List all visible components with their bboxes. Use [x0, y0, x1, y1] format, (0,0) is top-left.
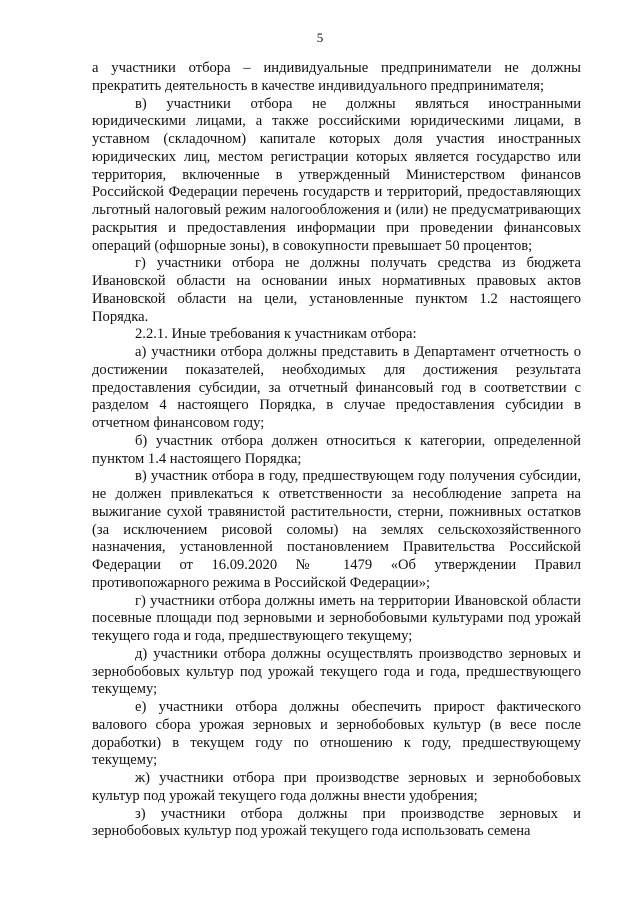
- paragraph: в) участник отбора в году, предшествующем году получения субсидии, не должен привлекаться к ответственности за несоблюдение запрета на выжигание сухой травянистой растительности, стерни, пожнивных остатков (за исключением рисовой соломы) на землях сельскохозяйственного назначения, установленной постановлением Правительства Российской Федерации от 16.09.2020 № 1479 «Об утверждении Правил противопожарного режима в Российской Федерации»;: [92, 468, 581, 591]
- paragraph: в) участники отбора не должны являться иностранными юридическими лицами, а также российскими юридическими лицами, в уставном (складочном) капитале которых доля участия иностранных юридических лиц, местом регистрации которых является государство или территория, включенные в утвержденный Министерством финансов Российской Федерации перечень государств и территорий, предоставляющих льготный налоговый режим налогообложения и (или) не предусматривающих раскрытия и предоставления информации при проведении финансовых операций (офшорные зоны), в совокупности превышает 50 процентов;: [92, 95, 581, 254]
- paragraph: д) участники отбора должны осуществлять производство зерновых и зернобобовых культур под урожай текущего года и года, предшествующего текущему;: [92, 645, 581, 698]
- paragraph: 2.2.1. Иные требования к участникам отбора:: [135, 326, 417, 343]
- document-body: [92, 60, 581, 841]
- paragraph: а участники отбора – индивидуальные предприниматели не должны прекратить деятельность в качестве индивидуального предпринимателя;: [92, 60, 581, 94]
- paragraph: а) участники отбора должны представить в Департамент отчетность о достижении показателей, необходимых для достижения результата предоставления субсидии, за отчетный финансовый год в соответствии с разделом 4 настоящего Порядка, в случае предоставления субсидии в отчетном финансовом году;: [92, 344, 581, 431]
- paragraph: г) участники отбора должны иметь на территории Ивановской области посевные площади под зерновыми и зернобобовыми культурами под урожай текущего года и года, предшествующего текущему;: [92, 592, 581, 644]
- paragraph: е) участники отбора должны обеспечить прирост фактического валового сбора урожая зерновых и зернобобовых культур (в весе после доработки) в текущем году по отношению к году, предшествующему текущему;: [92, 699, 581, 769]
- paragraph: б) участник отбора должен относиться к категории, определенной пунктом 1.4 настоящего Порядка;: [92, 432, 581, 467]
- paragraph: г) участники отбора не должны получать средства из бюджета Ивановской области на основании иных нормативных правовых актов Ивановской области на цели, установленные пунктом 1.2 настоящего Порядка.: [92, 255, 581, 325]
- paragraph: ж) участники отбора при производстве зерновых и зернобобовых культур под урожай текущего года должны внести удобрения;: [92, 770, 581, 804]
- page-number: 5: [316, 30, 324, 45]
- paragraph: з) участники отбора должны при производстве зерновых и зернобобовых культур под урожай текущего года использовать семена: [92, 805, 581, 840]
